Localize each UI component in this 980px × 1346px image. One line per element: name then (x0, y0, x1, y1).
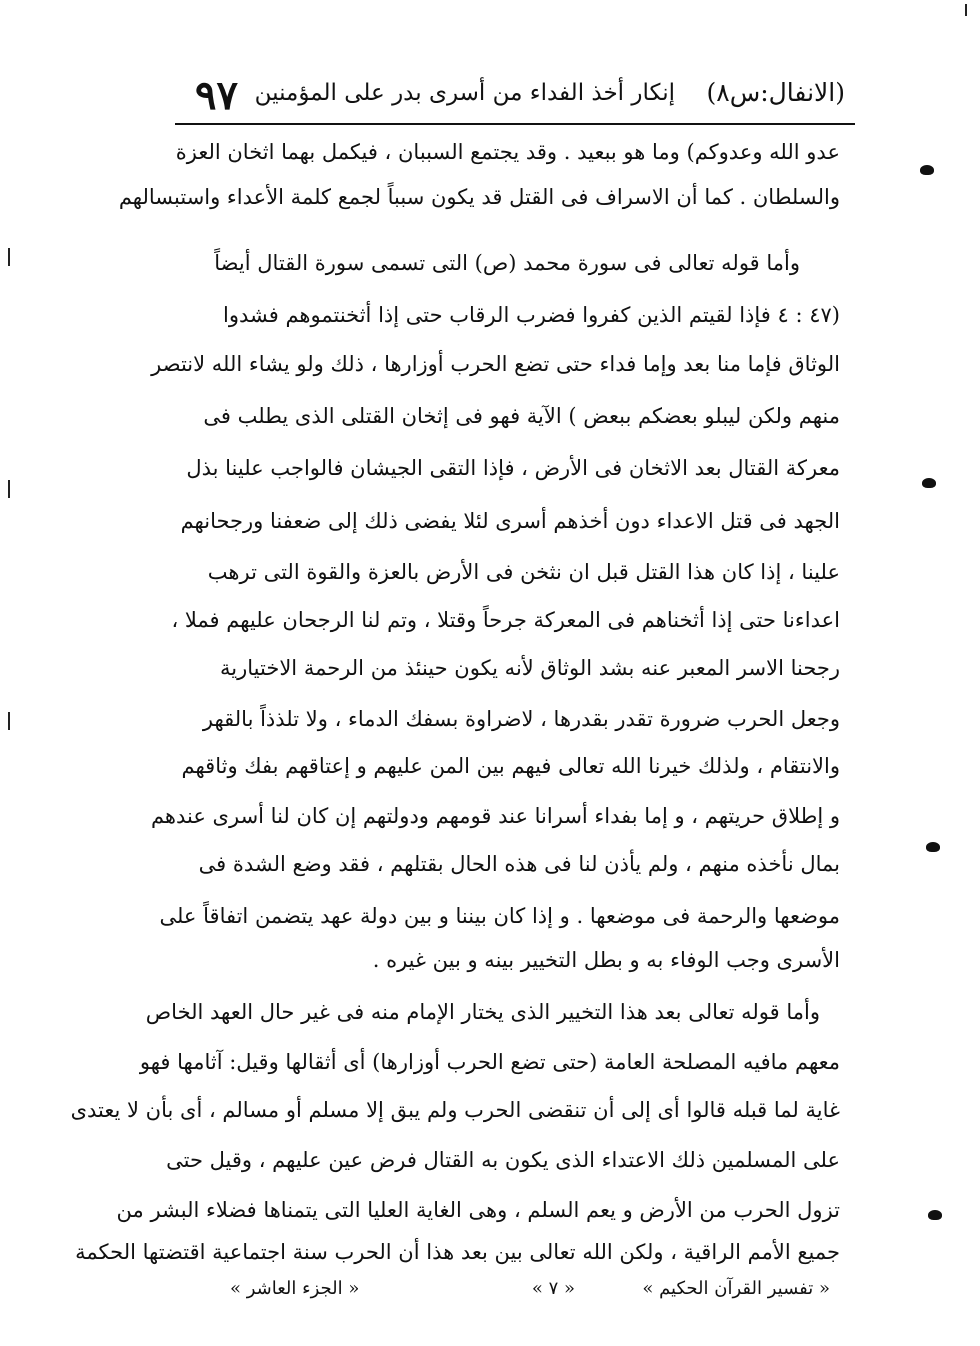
text-line: علينا ، إذا كان هذا القتل قبل ان نثخن فى الأرض بالعزة والقوة التى ترهب (207, 560, 840, 584)
text-line: غاية لما قبله قالوا أى إلى أن تنقضى الحرب ولم يبق إلا مسلم أو مسالم ، أى بأن لا يعتدى (70, 1098, 840, 1122)
margin-tick (8, 480, 10, 498)
text-line: معركة القتال بعد الاثخان فى الأرض ، فإذا التقى الجيشان فالواجب علينا بذل (186, 456, 840, 480)
scan-mark (920, 165, 934, 175)
text-line: تزول الحرب من الأرض و يعم السلم ، وهى الغاية العليا التى يتمناها فضلاء البشر من (116, 1198, 840, 1222)
margin-tick (8, 712, 10, 730)
page-footer (200, 1278, 830, 1314)
text-line: اعداءنا حتى إذا أثخناهم فى المعركة جرحاً وقتلا ، وتم لنا الرجحان عليهم فملا ، (171, 608, 840, 632)
running-title: إنكار أخذ الفداء من أسرى بدر على المؤمنين (254, 80, 675, 106)
text-line: و إطلاق حريتهم ، و إما بفداء أسرانا عند قومهم ودولتهم إن كان لنا أسرى عندهم (150, 804, 840, 828)
page-number: ٩٧ (195, 72, 238, 119)
text-line: بمال نأخذه منهم ، ولم يأذن لنا فى هذه الحال بقتلهم ، فقد وضع الشدة فى (198, 852, 840, 876)
scan-mark (926, 842, 940, 852)
text-line: وأما قوله تعالى بعد هذا التخيير الذى يختار الإمام منه فى غير حال العهد الخاص (145, 1000, 820, 1024)
text-line: الوثاق فإما منا بعد وإما فداء حتى تضع الحرب أوزارها ، ذلك ولو يشاء الله لانتصر (151, 352, 840, 376)
text-line: عدو الله وعدوكم) وما هو ببعيد . وقد يجتمع السببان ، فيكمل بهما اثخان العزة (175, 140, 840, 164)
text-line: منهم ولكن ليبلو بعضكم ببعض ) الآية فهو فى إثخان القتلى الذى يطلب فى (203, 404, 840, 428)
text-line: وأما قوله تعالى فى سورة محمد (ص) التى تسمى سورة القتال أيضاً (214, 251, 800, 275)
text-line: وجعل الحرب ضرورة تقدر بقدرها ، لاضراوة بسفك الدماء ، ولا تلذذاً بالقهر (202, 707, 840, 731)
text-line: على المسلمين ذلك الاعتداء الذى يكون به القتال فرض عين عليهم ، وقيل حتى (166, 1148, 840, 1172)
margin-tick (965, 4, 967, 16)
text-line: والسلطان . كما أن الاسراف فى القتل قد يكون سبباً لجمع كلمة الأعداء واستبسالهم (118, 185, 840, 209)
body-text (70, 132, 840, 1272)
header-rule (175, 123, 855, 125)
text-line: الجهد فى قتل الاعداء دون أخذهم أسرى لئلا يفضى ذلك إلى ضعفنا ورجحانهم (180, 509, 840, 533)
text-line: والانتقام ، ولذلك خيرنا الله تعالى فيهم بين المن عليهم و إعتاقهم بفك وثاقهم (181, 754, 840, 778)
page-header (175, 74, 845, 122)
scan-mark (928, 1210, 942, 1220)
text-line: جميع الأمم الراقية ، ولكن الله تعالى بين بعد هذا أن الحرب سنة اجتماعية اقتضتها الحكمة (75, 1240, 840, 1264)
margin-tick (8, 248, 10, 266)
text-line: الأسرى وجب الوفاء به و بطل التخيير بينه و بين غيره . (372, 948, 840, 972)
text-line: موضعها والرحمة فى موضعها . و إذا كان بيننا و بين دولة عهد يتضمن اتفاقاً على (159, 904, 840, 928)
text-line: (٤٧ : ٤ فإذا لقيتم الذين كفروا فضرب الرقاب حتى إذا أثخنتموهم فشدوا (223, 303, 840, 327)
scan-mark (922, 478, 936, 488)
footer-book-title: « تفسير القرآن الحكيم » (642, 1278, 830, 1299)
sura-reference: (الانفال:س٨) (706, 78, 845, 107)
footer-sheet-number: « ٧ » (531, 1278, 575, 1299)
text-line: معهم مافيه المصلحة العامة (حتى تضع الحرب أوزارها) أى أثقالها وقيل: آثامها فهو (139, 1050, 840, 1074)
footer-part: « الجزء العاشر » (230, 1278, 360, 1299)
text-line: رجحنا الاسر المعبر عنه بشد الوثاق لأنه يكون حينئذ من الرحمة الاختيارية (220, 656, 840, 680)
